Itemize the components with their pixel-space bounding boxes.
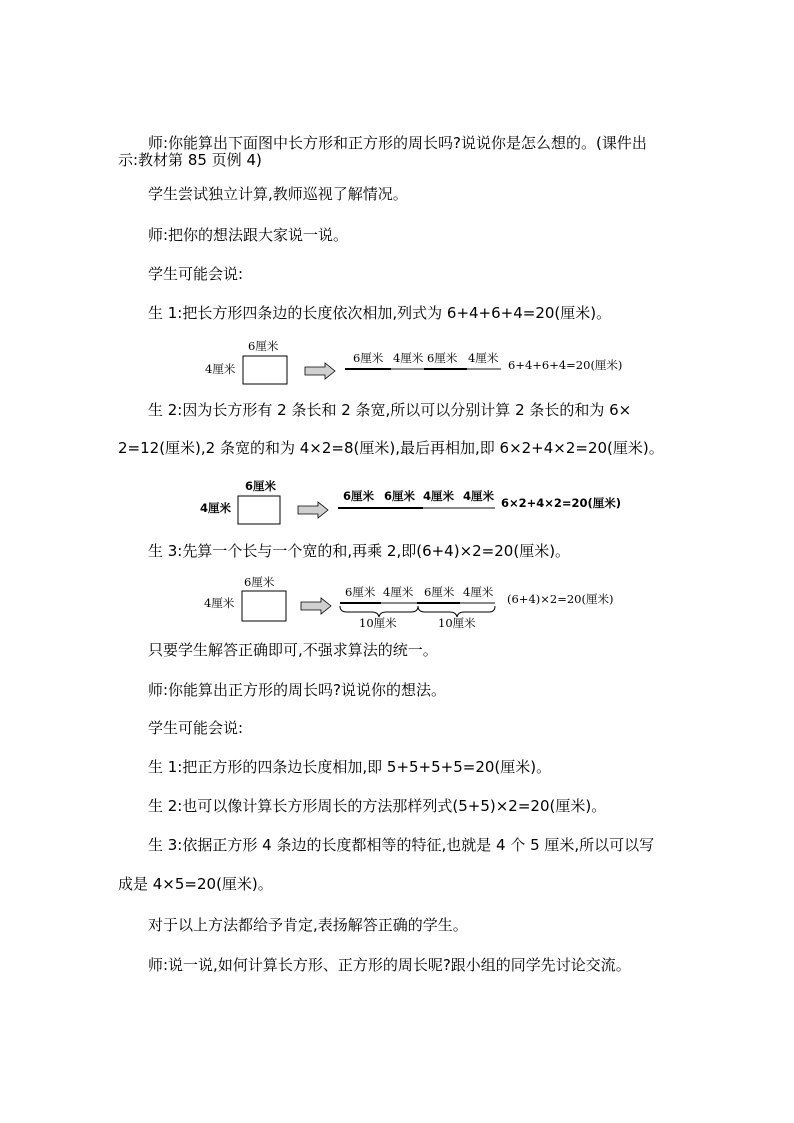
formula-text: 6+4+6+4=20(厘米) [508, 358, 623, 372]
brace-label: 10厘米 [359, 616, 397, 630]
paragraph-student3-method: 生 3:先算一个长与一个宽的和,再乘 2,即(6+4)×2=20(厘米)。 [148, 542, 571, 560]
rectangle-shape [242, 591, 286, 621]
diagram-2 [195, 478, 625, 528]
arrow-icon [301, 598, 331, 614]
formula-text: (6+4)×2=20(厘米) [507, 592, 614, 606]
segment-label: 4厘米 [423, 489, 455, 503]
paragraph-teacher-question-line1: 师:你能算出下面图中长方形和正方形的周长吗?说说你是怎么想的。(课件出 [148, 134, 647, 152]
diagram-1 [195, 338, 625, 388]
paragraph-square-student2: 生 2:也可以像计算长方形周长的方法那样列式(5+5)×2=20(厘米)。 [148, 797, 607, 815]
rectangle-shape [238, 496, 280, 524]
rect-length-label: 6厘米 [244, 575, 275, 589]
rect-width-label: 4厘米 [205, 362, 236, 376]
paragraph-student1-method: 生 1:把长方形四条边的长度依次相加,列式为 6+4+6+4=20(厘米)。 [148, 304, 612, 322]
segment-label: 4厘米 [383, 585, 414, 599]
diagram-3 [195, 575, 625, 635]
paragraph-teacher-question-line2: 示:教材第 85 页例 4) [118, 151, 262, 169]
paragraph-square-student1: 生 1:把正方形的四条边长度相加,即 5+5+5+5=20(厘米)。 [148, 758, 552, 776]
paragraph-praise: 对于以上方法都给予肯定,表扬解答正确的学生。 [148, 916, 468, 934]
segment-label: 6厘米 [424, 585, 455, 599]
rect-width-label: 4厘米 [204, 596, 235, 610]
rectangle-shape [243, 356, 287, 384]
paragraph-square-student3-line2: 成是 4×5=20(厘米)。 [118, 875, 273, 893]
paragraph-square-student3-line1: 生 3:依据正方形 4 条边的长度都相等的特征,也就是 4 个 5 厘米,所以可以写 [148, 836, 655, 854]
segment-label: 4厘米 [463, 489, 495, 503]
rect-length-label: 6厘米 [248, 339, 279, 353]
formula-text: 6×2+4×2=20(厘米) [501, 496, 622, 510]
paragraph-students-try: 学生尝试独立计算,教师巡视了解情况。 [148, 185, 408, 203]
segment-label: 4厘米 [463, 585, 494, 599]
segment-label: 4厘米 [468, 351, 499, 365]
segment-label: 4厘米 [393, 351, 424, 365]
brace-label: 10厘米 [438, 616, 476, 630]
paragraph-teacher-square: 师:你能算出正方形的周长吗?说说你的想法。 [148, 681, 447, 699]
rect-width-label: 4厘米 [200, 501, 232, 515]
segment-label: 6厘米 [353, 351, 384, 365]
paragraph-student2-method-line1: 生 2:因为长方形有 2 条长和 2 条宽,所以可以分别计算 2 条长的和为 6× [148, 401, 632, 419]
arrow-icon [298, 502, 328, 518]
segment-label: 6厘米 [427, 351, 458, 365]
segment-label: 6厘米 [384, 489, 416, 503]
paragraph-any-correct: 只要学生解答正确即可,不强求算法的统一。 [148, 641, 438, 659]
rect-length-label: 6厘米 [245, 479, 277, 493]
paragraph-discuss: 师:说一说,如何计算长方形、正方形的周长呢?跟小组的同学先讨论交流。 [148, 956, 631, 974]
paragraph-students-may-say-2: 学生可能会说: [148, 719, 244, 737]
paragraph-student2-method-line2: 2=12(厘米),2 条宽的和为 4×2=8(厘米),最后再相加,即 6×2+4×2=20(厘米)。 [118, 439, 664, 457]
paragraph-students-may-say: 学生可能会说: [148, 265, 244, 283]
segment-label: 6厘米 [345, 585, 376, 599]
segment-label: 6厘米 [343, 489, 375, 503]
arrow-icon [305, 363, 335, 379]
paragraph-teacher-share: 师:把你的想法跟大家说一说。 [148, 226, 349, 244]
